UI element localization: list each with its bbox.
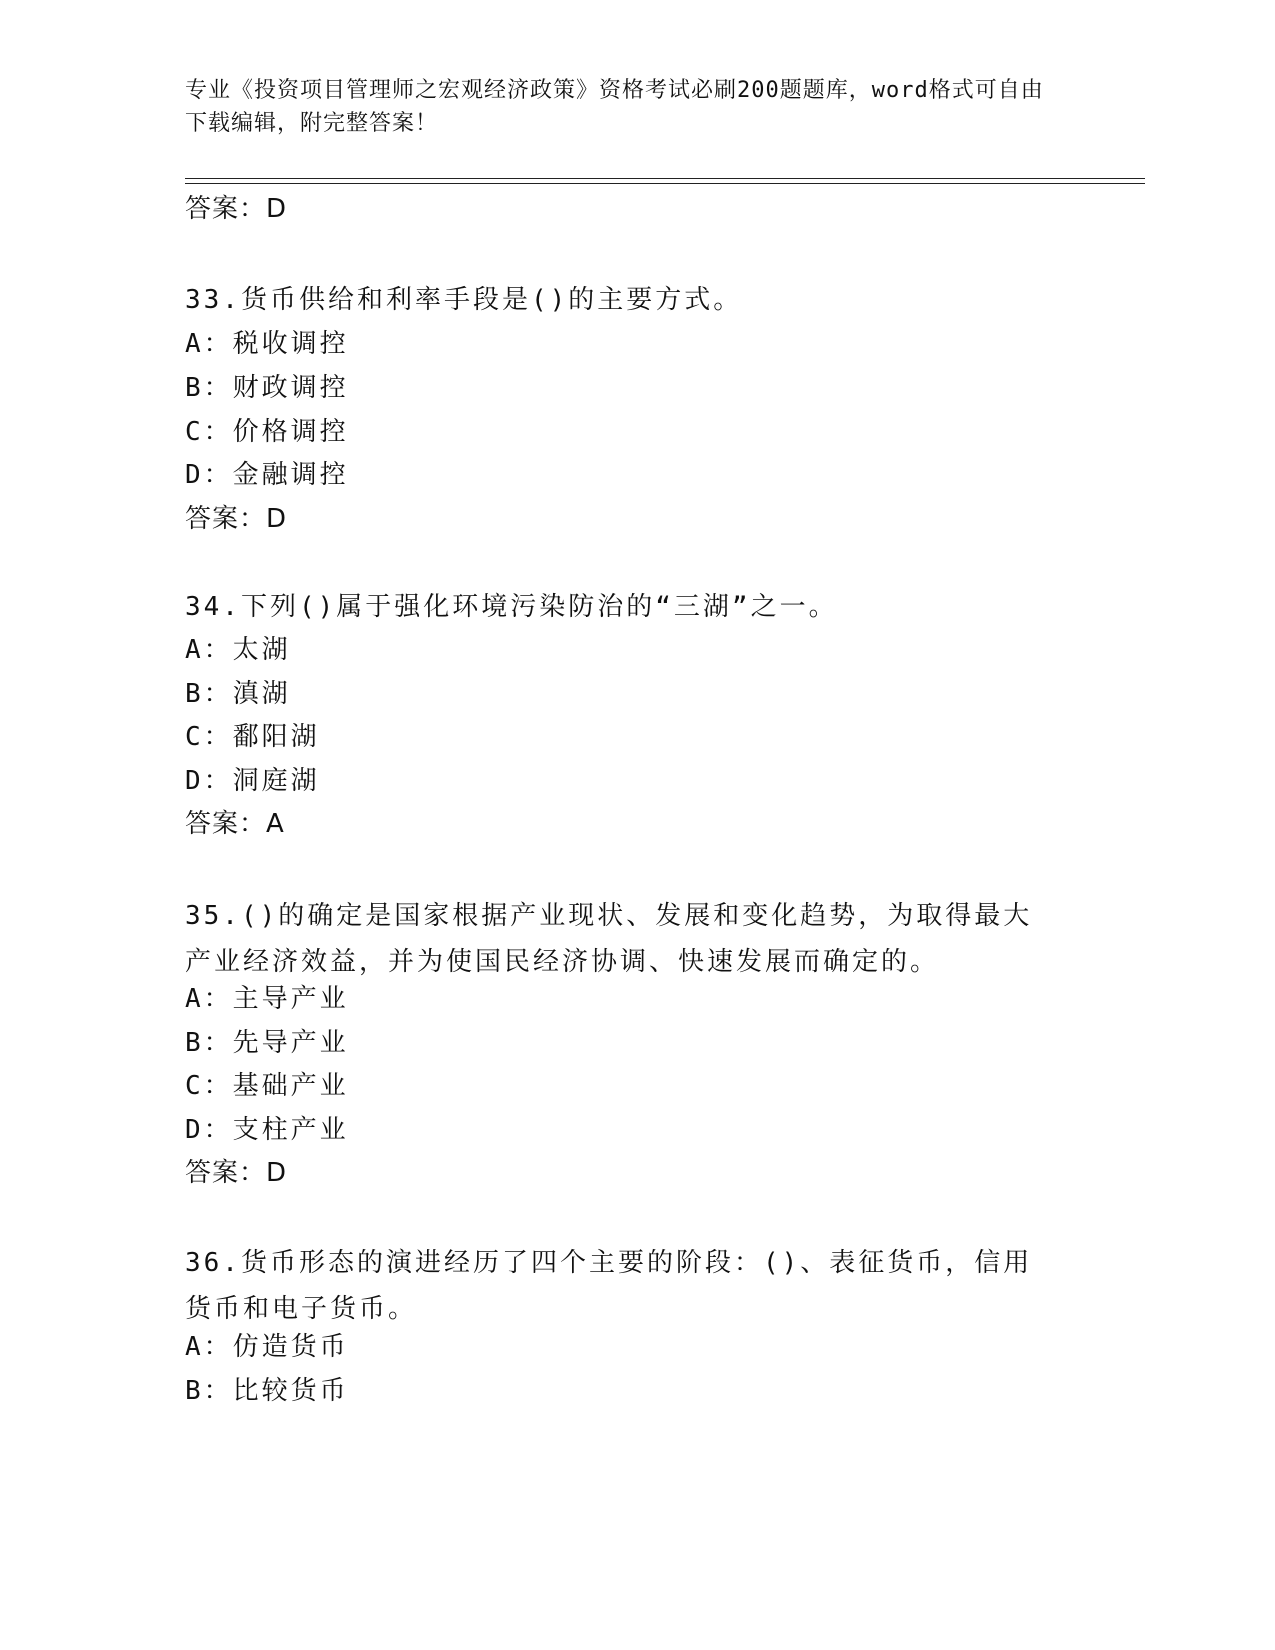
answer: 答案：A [185, 809, 285, 839]
question-stem: 34.下列()属于强化环境污染防治的“三湖”之一。 [185, 592, 838, 622]
question-stem: 36.货币形态的演进经历了四个主要的阶段：()、表征货币，信用货币和电子货币。 [185, 1248, 1033, 1324]
option-a: A：仿造货币 [185, 1332, 349, 1362]
option-a: A：主导产业 [185, 984, 349, 1014]
option-c: C：价格调控 [185, 417, 349, 447]
option-a: A：税收调控 [185, 329, 349, 359]
option-d: D：支柱产业 [185, 1115, 349, 1145]
question-stem: 35.()的确定是国家根据产业现状、发展和变化趋势，为取得最大产业经济效益，并为使国民经济协调、快速发展而确定的。 [185, 901, 1033, 977]
option-b: B：财政调控 [185, 373, 349, 403]
document-header: 专业《投资项目管理师之宏观经济政策》资格考试必刷200题题库，word格式可自由下载编辑，附完整答案！ [185, 78, 1044, 136]
option-d: D：洞庭湖 [185, 766, 320, 796]
answer: 答案：D [185, 504, 288, 534]
option-a: A：太湖 [185, 635, 291, 665]
option-b: B：滇湖 [185, 679, 291, 709]
answer: 答案：D [185, 1158, 288, 1188]
header-rule-top [185, 178, 1145, 179]
option-d: D：金融调控 [185, 460, 349, 490]
option-b: B：比较货币 [185, 1376, 349, 1406]
option-c: C：鄱阳湖 [185, 722, 320, 752]
previous-answer: 答案：D [185, 194, 288, 224]
option-b: B：先导产业 [185, 1028, 349, 1058]
header-rule-bottom [185, 183, 1145, 184]
question-stem: 33.货币供给和利率手段是()的主要方式。 [185, 285, 743, 315]
option-c: C：基础产业 [185, 1071, 349, 1101]
